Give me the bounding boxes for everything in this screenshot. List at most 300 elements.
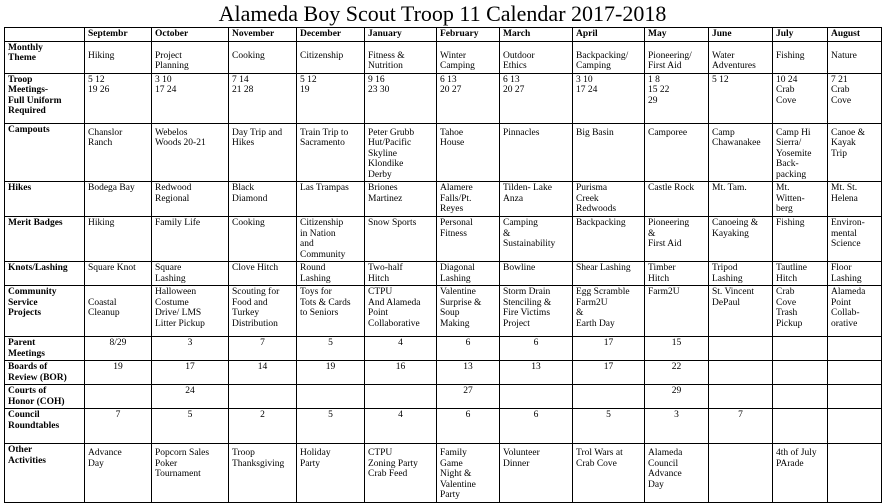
cell-campouts	[152, 123, 229, 182]
cell-badges	[85, 217, 152, 262]
cell-text: Volunteer Dinner	[503, 448, 540, 469]
cell-text: 3	[187, 338, 193, 348]
cell-knots	[229, 262, 297, 286]
cell-text: 29	[671, 386, 682, 396]
cell-text: Diagonal Lashing	[440, 263, 475, 284]
row-label-text: Council Roundtables	[8, 410, 60, 431]
cell-bor	[500, 361, 573, 385]
cell-parent	[645, 337, 709, 361]
cell-badges	[773, 217, 828, 262]
cell-text: Alameda Council Advance Day	[648, 448, 683, 490]
cell-hikes	[709, 182, 773, 217]
cell-text: Fishing	[776, 218, 805, 228]
row-coh	[5, 385, 882, 409]
cell-text: 14	[257, 362, 268, 372]
cell-service	[365, 286, 437, 337]
cell-text: Trol Wars at Crab Cove	[576, 448, 623, 469]
cell-meetings	[85, 73, 152, 123]
cell-text: Purisma Creek Redwoods	[576, 183, 617, 214]
cell-text: 22	[671, 362, 682, 372]
cell-text: 6	[465, 410, 471, 420]
cell-other	[573, 444, 645, 503]
cell-theme	[297, 41, 365, 73]
cell-meetings	[773, 73, 828, 123]
cell-meetings	[500, 73, 573, 123]
row-other	[5, 444, 882, 503]
cell-text: St. Vincent DePaul	[712, 287, 755, 308]
cell-campouts	[437, 123, 500, 182]
cell-text: 7	[738, 410, 743, 420]
cell-text: Floor Lashing	[831, 263, 862, 284]
row-campouts	[5, 123, 882, 182]
cell-meetings	[709, 73, 773, 123]
cell-text: Webelos Woods 20-21	[155, 127, 206, 148]
cell-parent	[297, 337, 365, 361]
cell-text: Shear Lashing	[576, 263, 631, 273]
cell-knots	[437, 262, 500, 286]
row-label-other	[5, 444, 85, 503]
cell-service	[152, 286, 229, 337]
cell-meetings	[229, 73, 297, 123]
cell-hikes	[152, 182, 229, 217]
cell-text: Big Basin	[576, 127, 614, 138]
cell-text: Outdoor Ethics	[503, 50, 535, 71]
cell-hikes	[500, 182, 573, 217]
row-badges	[5, 217, 882, 262]
row-label-text: Monthly Theme	[8, 42, 43, 63]
row-service	[5, 286, 882, 337]
cell-bor	[437, 361, 500, 385]
month-header: August	[828, 28, 882, 42]
month-header: October	[152, 28, 229, 42]
cell-text: 4	[398, 410, 403, 420]
cell-text: 7	[115, 410, 121, 420]
cell-meetings	[645, 73, 709, 123]
row-roundtables	[5, 409, 882, 444]
cell-text: Two-half Hitch	[368, 263, 403, 284]
cell-campouts	[573, 123, 645, 182]
cell-text: 15	[671, 338, 682, 348]
cell-text: 3 10 17 24	[576, 74, 598, 95]
cell-coh	[297, 385, 365, 409]
cell-text: Black Diamond	[232, 183, 268, 204]
cell-text: Las Trampas	[300, 183, 349, 193]
cell-text: Environ- mental Science	[831, 218, 865, 249]
cell-other	[365, 444, 437, 503]
row-label-text: Other Activities	[8, 445, 46, 466]
cell-coh	[365, 385, 437, 409]
cell-meetings	[437, 73, 500, 123]
cell-text: 3 10 17 24	[155, 74, 177, 95]
row-label-knots	[5, 262, 85, 286]
cell-text: Clove Hitch	[232, 263, 279, 273]
cell-badges	[500, 217, 573, 262]
cell-text: Egg Scramble Farm2U & Earth Day	[576, 287, 630, 329]
cell-text: Camporee	[648, 127, 688, 138]
cell-parent	[365, 337, 437, 361]
cell-text: 7	[260, 338, 265, 348]
cell-text: Peter Grubb Hut/Pacific Skyline Klondike Derby	[368, 127, 415, 180]
cell-roundtables	[645, 409, 709, 444]
cell-text: Mt. Witten- berg	[776, 183, 805, 214]
cell-text: Square Lashing	[155, 263, 186, 284]
cell-other	[709, 444, 773, 503]
cell-text: Water Adventures	[712, 50, 756, 71]
cell-text: 17	[185, 362, 195, 372]
cell-text: Square Knot	[88, 263, 136, 273]
cell-hikes	[828, 182, 882, 217]
cell-text: 6	[465, 338, 471, 348]
cell-roundtables	[229, 409, 297, 444]
cell-text: 6	[533, 410, 539, 420]
cell-campouts	[645, 123, 709, 182]
cell-roundtables	[773, 409, 828, 444]
cell-text: Troop Thanksgiving	[232, 448, 285, 469]
row-label-theme	[5, 41, 85, 73]
row-label-text: Campouts	[8, 124, 50, 135]
cell-service	[85, 286, 152, 337]
cell-text: Snow Sports	[368, 218, 417, 228]
cell-text: 5	[328, 410, 333, 420]
cell-text: Mt. St. Helena	[831, 183, 858, 204]
cell-text: 16	[395, 362, 406, 372]
cell-text: Castle Rock	[648, 183, 695, 193]
month-header: April	[573, 28, 645, 42]
cell-badges	[152, 217, 229, 262]
cell-text: 13	[531, 362, 541, 372]
cell-knots	[365, 262, 437, 286]
cell-text: Pioneering/ First Aid	[648, 50, 692, 71]
cell-text: Canoe & Kayak Trip	[831, 127, 866, 159]
cell-text: CTPU Zoning Party Crab Feed	[368, 448, 418, 479]
cell-text: 17	[603, 338, 614, 348]
cell-text: Backpacking	[576, 218, 626, 228]
cell-service	[573, 286, 645, 337]
cell-text: 24	[185, 386, 195, 396]
row-label-badges	[5, 217, 85, 262]
cell-text: Bodega Bay	[88, 183, 135, 193]
month-header: June	[709, 28, 773, 42]
cell-bor	[297, 361, 365, 385]
cell-text: Alameda Point Collab- orative	[831, 287, 866, 329]
cell-bor	[365, 361, 437, 385]
cell-text: Holiday Party	[300, 448, 331, 469]
cell-bor	[573, 361, 645, 385]
cell-text: Nature	[831, 50, 857, 61]
cell-hikes	[229, 182, 297, 217]
cell-knots	[773, 262, 828, 286]
row-label-hikes	[5, 182, 85, 217]
row-hikes	[5, 182, 882, 217]
cell-hikes	[573, 182, 645, 217]
cell-text: 17	[603, 362, 614, 372]
cell-theme	[645, 41, 709, 73]
cell-roundtables	[365, 409, 437, 444]
cell-text: Storm Drain Stenciling & Fire Victims Project	[503, 287, 552, 329]
cell-coh	[229, 385, 297, 409]
cell-roundtables	[152, 409, 229, 444]
cell-text: Pinnacles	[503, 127, 540, 138]
row-label-parent	[5, 337, 85, 361]
row-label-text: Hikes	[8, 183, 32, 193]
cell-other	[152, 444, 229, 503]
cell-theme	[828, 41, 882, 73]
cell-coh	[645, 385, 709, 409]
cell-text: 7 21 Crab Cove	[831, 74, 852, 106]
row-knots	[5, 262, 882, 286]
cell-other	[297, 444, 365, 503]
cell-campouts	[709, 123, 773, 182]
cell-theme	[437, 41, 500, 73]
cell-text: 19	[113, 362, 123, 372]
cell-coh	[573, 385, 645, 409]
cell-text: Family Life	[155, 218, 201, 228]
cell-text: Train Trip to Sacramento	[300, 127, 349, 148]
cell-theme	[709, 41, 773, 73]
cell-text: 6 13 20 27	[440, 74, 462, 95]
month-header: February	[437, 28, 500, 42]
row-parent	[5, 337, 882, 361]
cell-meetings	[297, 73, 365, 123]
cell-badges	[229, 217, 297, 262]
cell-service	[773, 286, 828, 337]
cell-text: Farm2U	[648, 287, 680, 297]
cell-parent	[229, 337, 297, 361]
cell-bor	[773, 361, 828, 385]
cell-badges	[709, 217, 773, 262]
cell-knots	[573, 262, 645, 286]
cell-text: Tautline Hitch	[776, 263, 807, 284]
cell-campouts	[85, 123, 152, 182]
month-header: May	[645, 28, 709, 42]
cell-badges	[437, 217, 500, 262]
cell-coh	[828, 385, 882, 409]
cell-text: Family Game Night & Valentine Party	[440, 448, 476, 500]
cell-text: Hiking	[88, 50, 115, 61]
cell-text: Personal Fitness	[440, 218, 473, 239]
row-label-text: Parent Meetings	[8, 338, 45, 359]
cell-text: Tahoe House	[440, 127, 465, 148]
cell-text: 19	[325, 362, 336, 372]
cell-coh	[152, 385, 229, 409]
row-label-coh	[5, 385, 85, 409]
cell-text: 10 24 Crab Cove	[776, 74, 798, 106]
cell-roundtables	[709, 409, 773, 444]
cell-meetings	[152, 73, 229, 123]
cell-parent	[573, 337, 645, 361]
month-header: March	[500, 28, 573, 42]
cell-other	[828, 444, 882, 503]
cell-text: Alamere Falls/Pt. Reyes	[440, 183, 473, 214]
cell-text: 13	[463, 362, 473, 372]
cell-text: Canoeing & Kayaking	[712, 218, 759, 239]
cell-theme	[152, 41, 229, 73]
cell-theme	[85, 41, 152, 73]
cell-hikes	[297, 182, 365, 217]
cell-theme	[573, 41, 645, 73]
cell-text: Camping & Sustainability	[503, 218, 556, 249]
cell-theme	[229, 41, 297, 73]
row-bor	[5, 361, 882, 385]
cell-service	[297, 286, 365, 337]
cell-knots	[297, 262, 365, 286]
cell-roundtables	[573, 409, 645, 444]
cell-campouts	[229, 123, 297, 182]
cell-text: 1 8 15 22 29	[648, 74, 670, 106]
cell-other	[85, 444, 152, 503]
cell-text: 4	[398, 338, 403, 348]
cell-text: Chanslor Ranch	[88, 127, 123, 148]
cell-other	[437, 444, 500, 503]
month-header: November	[229, 28, 297, 42]
row-label-campouts	[5, 123, 85, 182]
cell-service	[500, 286, 573, 337]
cell-knots	[828, 262, 882, 286]
cell-knots	[85, 262, 152, 286]
cell-text: Round Lashing	[300, 263, 331, 284]
cell-coh	[437, 385, 500, 409]
cell-service	[437, 286, 500, 337]
calendar-title: Alameda Boy Scout Troop 11 Calendar 2017-2018	[218, 1, 667, 26]
cell-coh	[773, 385, 828, 409]
cell-text: Advance Day	[88, 448, 122, 469]
cell-parent	[709, 337, 773, 361]
row-label-text: Troop Meetings- Full Uniform Required	[8, 74, 62, 116]
cell-text: Tilden- Lake Anza	[503, 183, 552, 204]
cell-coh	[500, 385, 573, 409]
month-header: July	[773, 28, 828, 42]
row-theme	[5, 41, 882, 73]
cell-other	[229, 444, 297, 503]
row-label-text: Courts of Honor (COH)	[8, 386, 65, 407]
cell-text: Bowline	[503, 263, 536, 273]
cell-bor	[229, 361, 297, 385]
cell-text: Backpacking/ Camping	[576, 50, 629, 71]
row-label-text: Merit Badges	[8, 218, 63, 228]
cell-meetings	[828, 73, 882, 123]
cell-text: Pioneering & First Aid	[648, 218, 690, 249]
cell-campouts	[297, 123, 365, 182]
cell-text: 27	[463, 386, 473, 396]
cell-service	[709, 286, 773, 337]
cell-campouts	[500, 123, 573, 182]
cell-service	[229, 286, 297, 337]
cell-parent	[437, 337, 500, 361]
cell-text: 5	[606, 410, 611, 420]
row-label-bor	[5, 361, 85, 385]
cell-text: Fitness & Nutrition	[368, 50, 405, 71]
cell-text: Fishing	[776, 50, 805, 61]
cell-parent	[152, 337, 229, 361]
cell-other	[645, 444, 709, 503]
cell-bor	[85, 361, 152, 385]
row-label-text: Knots/Lashing	[8, 263, 68, 273]
cell-knots	[152, 262, 229, 286]
cell-bor	[152, 361, 229, 385]
cell-text: Tripod Lashing	[712, 263, 743, 284]
cell-text: 5 12	[712, 74, 729, 85]
cell-text: 6 13 20 27	[503, 74, 525, 95]
cell-roundtables	[297, 409, 365, 444]
cell-text: Winter Camping	[440, 50, 475, 71]
cell-text: 6	[533, 338, 539, 348]
cell-text: Timber Hitch	[648, 263, 676, 284]
cell-roundtables	[828, 409, 882, 444]
cell-text: Citizenship	[300, 50, 344, 61]
cell-text: Coastal Cleanup	[88, 297, 120, 318]
cell-meetings	[365, 73, 437, 123]
header-corner	[5, 28, 85, 42]
cell-hikes	[85, 182, 152, 217]
cell-text: Mt. Tam.	[712, 183, 747, 193]
cell-hikes	[437, 182, 500, 217]
cell-text: Camp Chawanakee	[712, 127, 761, 148]
cell-text: 5	[328, 338, 333, 348]
cell-badges	[297, 217, 365, 262]
cell-text: Day Trip and Hikes	[232, 127, 283, 148]
row-label-roundtables	[5, 409, 85, 444]
cell-badges	[365, 217, 437, 262]
cell-text: Scouting for Food and Turkey Distribution	[232, 287, 280, 329]
cell-bor	[645, 361, 709, 385]
cell-text: Crab Cove Trash Pickup	[776, 287, 803, 329]
cell-text: Redwood Regional	[155, 183, 192, 204]
cell-text: Cooking	[232, 218, 265, 228]
cell-text: 5 12 19 26	[88, 74, 110, 95]
cell-text: Toys for Tots & Cards to Seniors	[300, 287, 351, 318]
cell-other	[773, 444, 828, 503]
cell-coh	[85, 385, 152, 409]
cell-parent	[85, 337, 152, 361]
cell-coh	[709, 385, 773, 409]
row-label-text: Community Service Projects	[8, 287, 57, 318]
row-label-text: Boards of Review (BOR)	[8, 362, 67, 383]
cell-hikes	[773, 182, 828, 217]
cell-other	[500, 444, 573, 503]
cell-service	[828, 286, 882, 337]
cell-text: 3	[674, 410, 679, 420]
cell-meetings	[573, 73, 645, 123]
cell-campouts	[365, 123, 437, 182]
cell-knots	[709, 262, 773, 286]
cell-theme	[500, 41, 573, 73]
cell-parent	[773, 337, 828, 361]
cell-roundtables	[85, 409, 152, 444]
cell-badges	[828, 217, 882, 262]
cell-text: Hiking	[88, 218, 115, 228]
cell-parent	[500, 337, 573, 361]
cell-hikes	[365, 182, 437, 217]
cell-bor	[709, 361, 773, 385]
cell-text: 8/29	[109, 338, 127, 348]
cell-text: Camp Hi Sierra/ Yosemite Back- packing	[776, 127, 812, 180]
cell-text: Citizenship in Nation and Community	[300, 218, 346, 260]
cell-parent	[828, 337, 882, 361]
cell-text: Cooking	[232, 50, 265, 61]
cell-text: Valentine Surprise & Soup Making	[440, 287, 482, 329]
row-label-meetings	[5, 73, 85, 123]
cell-hikes	[645, 182, 709, 217]
cell-text: Halloween Costume Drive/ LMS Litter Pickup	[155, 287, 205, 329]
month-header: Septembr	[85, 28, 152, 42]
cell-text: Project Planning	[155, 50, 189, 71]
cell-text: Popcorn Sales Poker Tournament	[155, 448, 210, 479]
cell-bor	[828, 361, 882, 385]
row-label-service	[5, 286, 85, 337]
cell-theme	[773, 41, 828, 73]
cell-roundtables	[437, 409, 500, 444]
cell-knots	[645, 262, 709, 286]
